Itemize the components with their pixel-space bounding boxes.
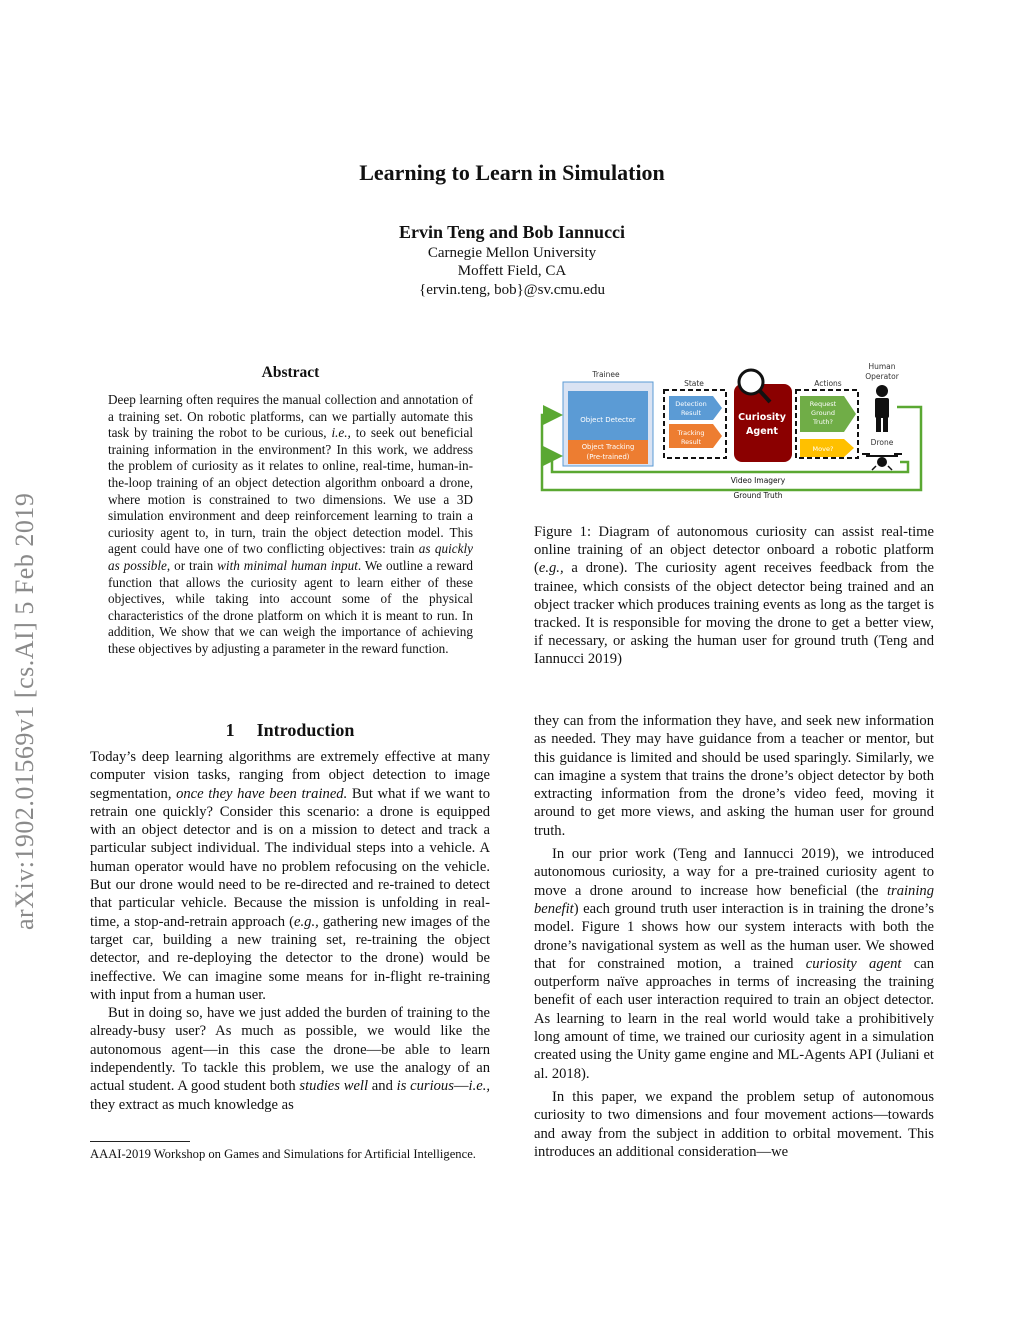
- person-body-icon: [875, 398, 889, 418]
- label-trainee: Trainee: [592, 370, 620, 379]
- figure-1-diagram: [536, 360, 932, 500]
- label-human: Human: [868, 362, 896, 371]
- abstract-heading: Abstract: [261, 364, 320, 381]
- paper-authors: Ervin Teng and Bob Iannucci: [398, 222, 626, 242]
- intro-right-paragraph-3: In this paper, we expand the problem setup of autonomous curiosity to two dimensions and four movement actions—towards and away from the subject in addition to orbital movement. This introduces an additional consideration—we: [534, 1088, 934, 1160]
- label-tracking: Tracking: [677, 429, 705, 437]
- label-actions: Actions: [814, 379, 842, 388]
- label-operator: Operator: [865, 372, 899, 381]
- label-ground: Ground: [811, 409, 835, 417]
- label-object-detector: Object Detector: [580, 416, 636, 424]
- intro-paragraph-1: Today’s deep learning algorithms are extremely effective at many computer vision tasks, ranging from object detection to image segmentation, once they have been trained. But what if we want to retrain one quickly? Consider this scenario: a drone is equipped with an object detector and is on a mission to detect and track a particular subject individual. The individual steps into a vehicle. A human operator would have no problem refocusing on the vehicle. But our drone would need to be re-directed and re-trained to detect that particular vehicle. Because the mission is unfolding in real-time, a stop-and-retrain approach (e.g., gathering new images of the target car, building a new training set, re-training the object detector, and re-deploying the detector to the drone) would be ineffective. We can imagine some means for in-flight re-training with input from a human user.: [90, 749, 490, 1003]
- author-email: {ervin.teng, bob}@sv.cmu.edu: [419, 282, 605, 298]
- figure-1-caption: Figure 1: Diagram of autonomous curiosity can assist real-time online training of an object detector onboard a robotic platform (e.g., a drone). The curiosity agent receives feedback from the trainee, which consists of the object detector being trained and an object tracker which produces training events as long as the target is tracked. It is responsible for moving the drone to get a better view, if necessary, or asking the human user for ground truth (Teng and Iannucci 2019): [534, 524, 934, 668]
- label-detection: Detection: [675, 400, 707, 408]
- label-agent: Agent: [746, 426, 778, 437]
- label-truth: Truth?: [813, 418, 833, 426]
- label-drone: Drone: [870, 438, 894, 447]
- author-university: Carnegie Mellon University: [427, 245, 597, 261]
- footnote: AAAI-2019 Workshop on Games and Simulations for Artificial Intelligence.: [90, 1147, 476, 1161]
- label-pre-trained: (Pre-trained): [586, 453, 630, 461]
- intro-right-paragraph-2: In our prior work (Teng and Iannucci 2019), we introduced autonomous curiosity, a way for a pre-trained curiosity agent to move a drone around to increase how beneficial (the training benefit) each ground truth user interaction is in training the drone’s model. Figure 1 shows how our system interacts with both the drone’s navigational system as well as the human user. We showed that for constrained motion, a trained curiosity agent can outperform naïve approaches in terms of increasing the training benefit of each user interaction required to train an object detector. As learning to learn in the real world would take a prohibitively long amount of time, we trained our curiosity agent in a simulation created using the Unity game engine and ML-Agents API (Juliani et al. 2018).: [534, 846, 934, 1082]
- drone-leg-right-icon: [888, 466, 892, 470]
- label-detection-result: Result: [680, 409, 702, 417]
- drone-prop-right-icon: [894, 453, 902, 455]
- introduction-left-column: [90, 748, 490, 1114]
- drone-body-icon: [877, 457, 887, 467]
- introduction-right-column: [534, 712, 934, 1161]
- intro-paragraph-2: But in doing so, have we just added the burden of training to the already-busy user? As much as possible, we would like the autonomous agent—in this case the drone—be able to learn independently. To tackle this problem, we use the analogy of an actual student. A good student both studies well and is curious—i.e., they extract as much knowledge as: [90, 1005, 490, 1113]
- person-leg-left-icon: [876, 416, 881, 432]
- section-heading-introduction: 1 Introduction: [225, 720, 355, 740]
- label-tracking-result: Result: [680, 438, 702, 446]
- drone-leg-left-icon: [872, 466, 876, 470]
- footnote-rule: [90, 1141, 190, 1142]
- drone-prop-left-icon: [862, 453, 870, 455]
- label-request: Request: [809, 400, 837, 408]
- label-move: Move?: [812, 445, 834, 453]
- person-leg-right-icon: [883, 416, 888, 432]
- label-state: State: [684, 379, 704, 388]
- intro-right-paragraph-1: they can from the information they have, and seek new information as needed. They may have guidance from a teacher or mentor, but this guidance is limited and should be used sparingly. Similarly, we can imagine a system that trains the drone’s object detector by both extracting information from the drone’s video feed, moving it around to get more views, and asking the human user for ground truth.: [534, 713, 934, 839]
- label-ground-truth: Ground Truth: [733, 491, 783, 500]
- label-video-imagery: Video Imagery: [730, 476, 786, 485]
- label-object-tracking: Object Tracking: [581, 443, 635, 451]
- paper-title: Learning to Learn in Simulation: [359, 160, 665, 185]
- author-location: Moffett Field, CA: [457, 263, 567, 279]
- magnifier-icon: [739, 370, 763, 394]
- abstract-body: Deep learning often requires the manual collection and annotation of a training set. On robotic platforms, can we partially automate this task by training the robot to be curious, i.e., to seek out beneficial training information in the environment? In this work, we address the problem of curiosity as it relates to online, real-time, human-in-the-loop training of an object detection algorithm onboard a drone, where motion is constrained to two dimensions. We use a 3D simulation environment and deep reinforcement learning to train a curiosity agent to, in turn, train the object detection model. This agent could have one of two conflicting objectives: train as quickly as possible, or train with minimal human input. We outline a reward function that allows the curiosity agent to learn either of these objectives, while taking into account some of the physical characteristics of the drone platform on which it is meant to run. In addition, We show that we can weigh the importance of achieving these objectives by adjusting a parameter in the reward function.: [108, 392, 474, 656]
- arxiv-identifier: arXiv:1902.01569v1 [cs.AI] 5 Feb 2019: [10, 492, 39, 930]
- diagram-svg: [536, 360, 932, 500]
- person-head-icon: [876, 385, 888, 397]
- label-curiosity: Curiosity: [738, 412, 786, 423]
